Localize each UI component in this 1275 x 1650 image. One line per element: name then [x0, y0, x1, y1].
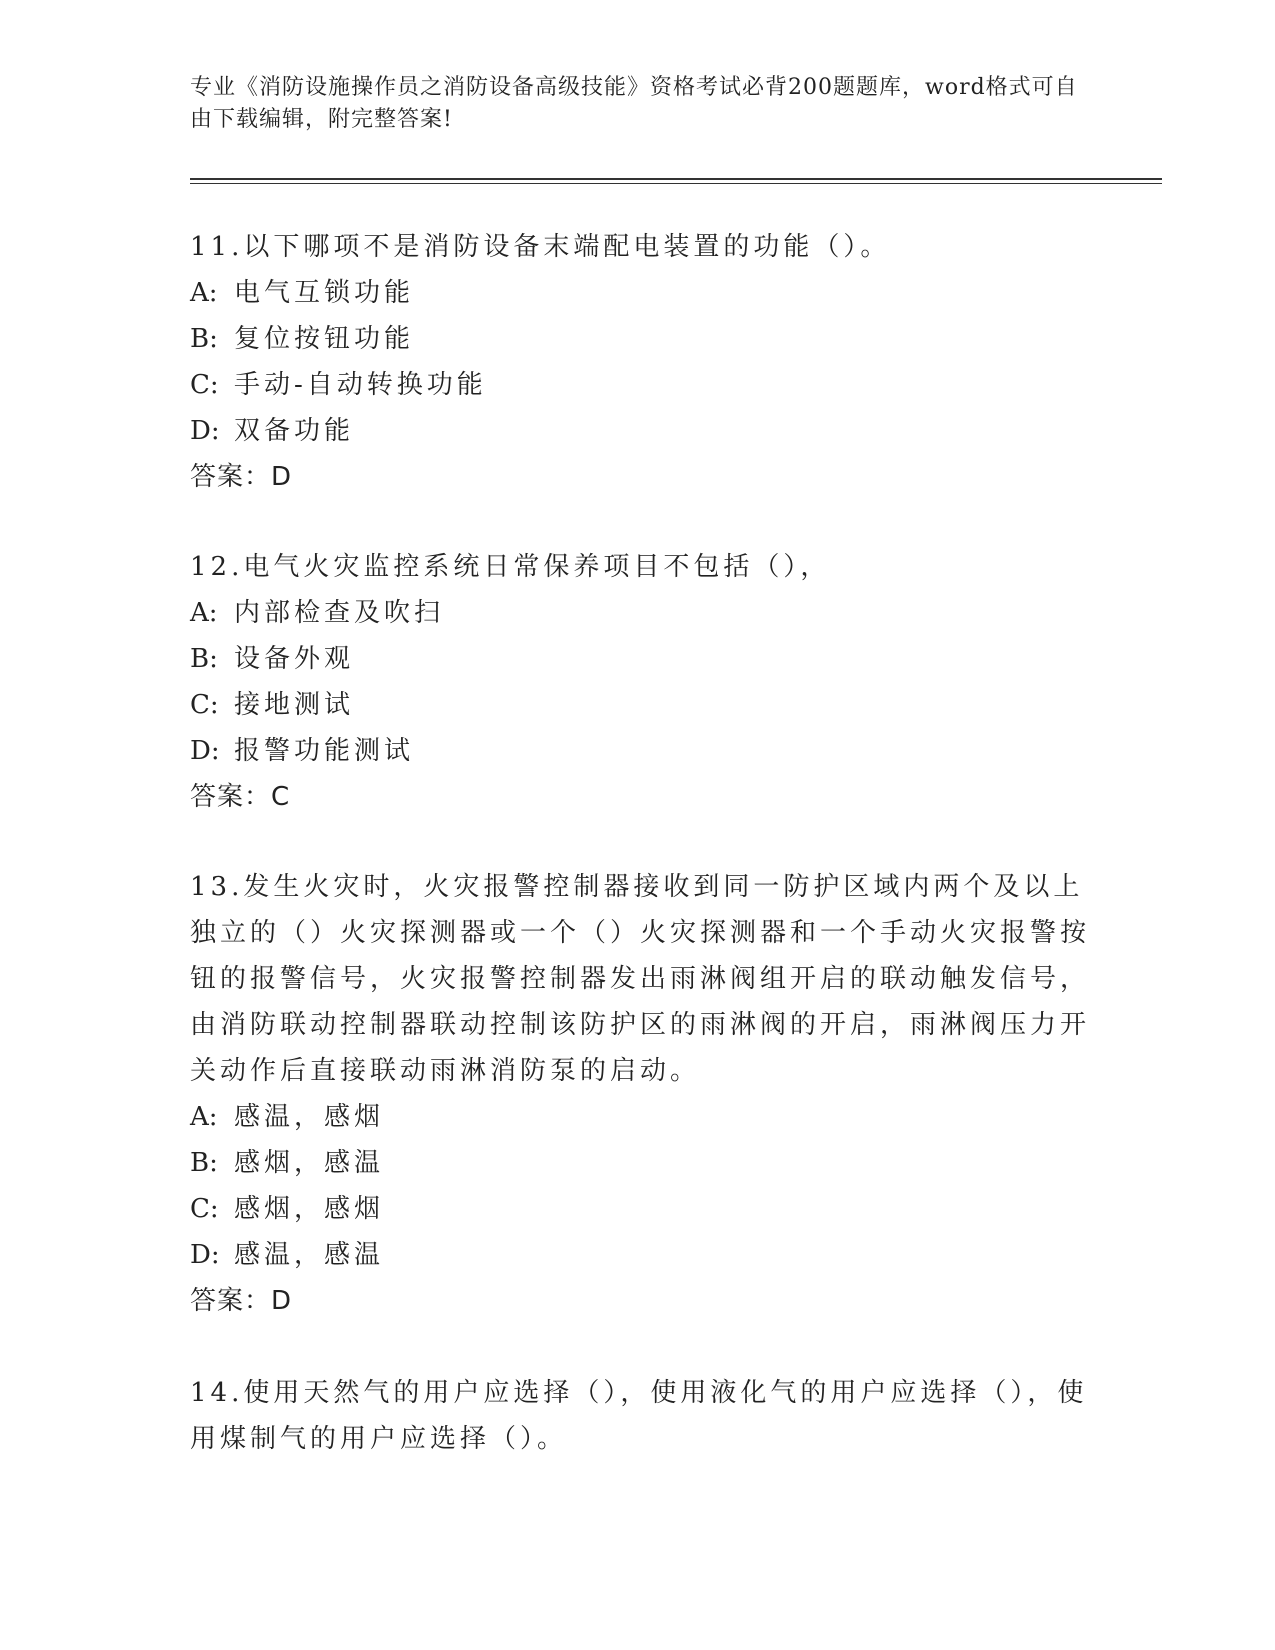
option-label: D:: [190, 736, 220, 766]
document-header: 专业《消防设施操作员之消防设备高级技能》资格考试必背200题题库，word格式可自由下载编辑，附完整答案!: [190, 75, 1078, 132]
option-text: 报警功能测试: [234, 736, 415, 766]
question-stem: 11.以下哪项不是消防设备末端配电装置的功能（）。: [190, 232, 891, 262]
option-label: D:: [190, 1240, 220, 1270]
option-label: B:: [190, 1148, 218, 1178]
option-d: [190, 728, 1090, 774]
option-label: C:: [190, 690, 219, 720]
question-14: [190, 1370, 1090, 1462]
option-text: 设备外观: [234, 644, 355, 674]
option-text: 双备功能: [234, 416, 355, 446]
question-stem: 12.电气火灾监控系统日常保养项目不包括（），: [190, 552, 831, 582]
option-label: A:: [190, 1102, 218, 1132]
question-stem: 13.发生火灾时，火灾报警控制器接收到同一防护区域内两个及以上独立的（）火灾探测器或一个（）火灾探测器和一个手动火灾报警按钮的报警信号，火灾报警控制器发出雨淋阀组开启的联动触发信号，由消防联动控制器联动控制该防护区的雨淋阀的开启，雨淋阀压力开关动作后直接联动雨淋消防泵的启动。: [190, 872, 1091, 1086]
option-a: [190, 1094, 1090, 1140]
option-c: [190, 1186, 1090, 1232]
option-label: A:: [190, 598, 218, 628]
option-text: 感温，感烟: [234, 1102, 385, 1132]
option-a: [190, 590, 1090, 636]
option-b: [190, 1140, 1090, 1186]
option-text: 感烟，感温: [234, 1148, 385, 1178]
header-divider-thin: [190, 183, 1162, 184]
option-text: 电气互锁功能: [234, 278, 415, 308]
option-text: 复位按钮功能: [234, 324, 415, 354]
option-c: [190, 682, 1090, 728]
option-d: [190, 408, 1090, 454]
option-text: 感烟，感烟: [234, 1194, 385, 1224]
option-label: C:: [190, 1194, 219, 1224]
option-label: D:: [190, 416, 220, 446]
question-stem: 14.使用天然气的用户应选择（），使用液化气的用户应选择（），使用煤制气的用户应选择（）。: [190, 1378, 1088, 1454]
answer: 答案：D: [190, 462, 293, 492]
option-text: 感温，感温: [234, 1240, 385, 1270]
option-b: [190, 316, 1090, 362]
option-text: 手动-自动转换功能: [234, 370, 487, 400]
option-c: [190, 362, 1090, 408]
option-d: [190, 1232, 1090, 1278]
option-a: [190, 270, 1090, 316]
option-label: B:: [190, 644, 218, 674]
option-b: [190, 636, 1090, 682]
answer: 答案：C: [190, 782, 291, 812]
option-text: 内部检查及吹扫: [234, 598, 445, 628]
question-11: [190, 224, 1090, 500]
option-label: B:: [190, 324, 218, 354]
question-12: [190, 544, 1090, 820]
header-divider-thick: [190, 178, 1162, 180]
option-label: C:: [190, 370, 219, 400]
option-text: 接地测试: [234, 690, 355, 720]
answer: 答案：D: [190, 1286, 293, 1316]
question-13: [190, 864, 1090, 1324]
option-label: A:: [190, 278, 218, 308]
